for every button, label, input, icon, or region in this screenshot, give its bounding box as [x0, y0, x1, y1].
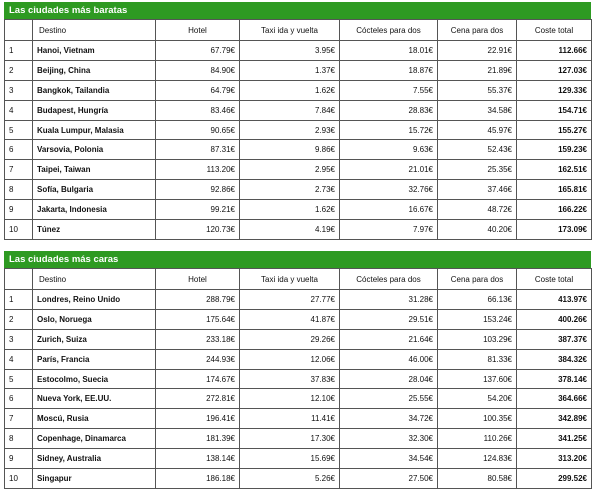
cell-hotel: 84.90€: [156, 60, 240, 80]
cell-dinner: 55.37€: [438, 80, 517, 100]
cell-cocktails: 15.72€: [340, 120, 438, 140]
cell-destination: Zurich, Suiza: [33, 329, 156, 349]
cell-cocktails: 21.64€: [340, 329, 438, 349]
cell-dinner: 54.20€: [438, 389, 517, 409]
cell-rank: 10: [5, 469, 33, 489]
cell-cocktails: 16.67€: [340, 200, 438, 220]
table-row: [5, 140, 592, 160]
cell-taxi: 17.30€: [240, 429, 340, 449]
cell-total: 342.89€: [517, 409, 592, 429]
cell-total: 112.66€: [517, 41, 592, 61]
table-row: [5, 449, 592, 469]
cell-total: 154.71€: [517, 100, 592, 120]
table-row: [5, 429, 592, 449]
cell-cocktails: 32.76€: [340, 180, 438, 200]
cell-rank: 1: [5, 290, 33, 310]
cell-taxi: 29.26€: [240, 329, 340, 349]
cell-total: 341.25€: [517, 429, 592, 449]
table-row: [5, 160, 592, 180]
cell-hotel: 113.20€: [156, 160, 240, 180]
section-title-cheapest: Las ciudades más baratas: [4, 2, 591, 19]
cell-destination: Kuala Lumpur, Malasia: [33, 120, 156, 140]
cell-hotel: 186.18€: [156, 469, 240, 489]
cell-taxi: 11.41€: [240, 409, 340, 429]
cell-destination: Londres, Reino Unido: [33, 290, 156, 310]
cell-destination: Budapest, Hungría: [33, 100, 156, 120]
header-col-rank: [5, 20, 33, 41]
cell-total: 387.37€: [517, 329, 592, 349]
cell-dinner: 21.89€: [438, 60, 517, 80]
cell-taxi: 2.95€: [240, 160, 340, 180]
cell-destination: Beijing, China: [33, 60, 156, 80]
cell-hotel: 67.79€: [156, 41, 240, 61]
cell-rank: 3: [5, 329, 33, 349]
header-col-total: Coste total: [517, 20, 592, 41]
header-col-cocktails: Cócteles para dos: [340, 20, 438, 41]
cell-rank: 2: [5, 309, 33, 329]
cell-taxi: 41.87€: [240, 309, 340, 329]
table-row: [5, 369, 592, 389]
cell-total: 299.52€: [517, 469, 592, 489]
cell-rank: 5: [5, 369, 33, 389]
cell-hotel: 90.65€: [156, 120, 240, 140]
cell-hotel: 175.64€: [156, 309, 240, 329]
table-row: [5, 120, 592, 140]
cell-rank: 6: [5, 389, 33, 409]
cell-hotel: 64.79€: [156, 80, 240, 100]
table-row: [5, 220, 592, 240]
table-row: [5, 290, 592, 310]
cell-dinner: 34.58€: [438, 100, 517, 120]
table-row: [5, 80, 592, 100]
cell-total: 166.22€: [517, 200, 592, 220]
cell-destination: Sofía, Bulgaria: [33, 180, 156, 200]
table-row: [5, 389, 592, 409]
cell-taxi: 1.62€: [240, 80, 340, 100]
table-row: [5, 469, 592, 489]
table-row: [5, 200, 592, 220]
cell-rank: 7: [5, 160, 33, 180]
cell-dinner: 110.26€: [438, 429, 517, 449]
cell-taxi: 27.77€: [240, 290, 340, 310]
cell-total: 378.14€: [517, 369, 592, 389]
cell-total: 127.03€: [517, 60, 592, 80]
cell-dinner: 25.35€: [438, 160, 517, 180]
header-col-destination: Destino: [33, 269, 156, 290]
cheapest-cities-table: [4, 19, 592, 240]
cell-rank: 1: [5, 41, 33, 61]
most-expensive-cities-table: [4, 268, 592, 489]
cell-cocktails: 18.01€: [340, 41, 438, 61]
cell-rank: 10: [5, 220, 33, 240]
header-col-hotel: Hotel: [156, 20, 240, 41]
cell-dinner: 80.58€: [438, 469, 517, 489]
cell-taxi: 2.73€: [240, 180, 340, 200]
header-col-dinner: Cena para dos: [438, 20, 517, 41]
table-header: [5, 20, 592, 41]
cell-rank: 4: [5, 349, 33, 369]
cell-rank: 9: [5, 449, 33, 469]
table-row: [5, 329, 592, 349]
cell-destination: Túnez: [33, 220, 156, 240]
cell-taxi: 9.86€: [240, 140, 340, 160]
cell-destination: Sidney, Australia: [33, 449, 156, 469]
cell-destination: Singapur: [33, 469, 156, 489]
cell-destination: Bangkok, Tailandia: [33, 80, 156, 100]
cell-total: 413.97€: [517, 290, 592, 310]
cell-cocktails: 28.83€: [340, 100, 438, 120]
cell-taxi: 12.06€: [240, 349, 340, 369]
table-row: [5, 60, 592, 80]
cell-rank: 9: [5, 200, 33, 220]
cell-destination: Varsovia, Polonia: [33, 140, 156, 160]
cell-destination: París, Francia: [33, 349, 156, 369]
cell-destination: Oslo, Noruega: [33, 309, 156, 329]
cell-total: 173.09€: [517, 220, 592, 240]
cell-cocktails: 18.87€: [340, 60, 438, 80]
cell-hotel: 138.14€: [156, 449, 240, 469]
cell-dinner: 124.83€: [438, 449, 517, 469]
cell-total: 364.66€: [517, 389, 592, 409]
cell-rank: 2: [5, 60, 33, 80]
cell-dinner: 100.35€: [438, 409, 517, 429]
header-col-taxi: Taxi ida y vuelta: [240, 269, 340, 290]
cell-destination: Taipei, Taiwan: [33, 160, 156, 180]
cell-hotel: 233.18€: [156, 329, 240, 349]
section-title-most-expensive: Las ciudades más caras: [4, 251, 591, 268]
cell-cocktails: 28.04€: [340, 369, 438, 389]
header-col-hotel: Hotel: [156, 269, 240, 290]
table-row: [5, 100, 592, 120]
header-col-cocktails: Cócteles para dos: [340, 269, 438, 290]
cell-destination: Estocolmo, Suecia: [33, 369, 156, 389]
table-body: [5, 290, 592, 489]
cell-cocktails: 34.54€: [340, 449, 438, 469]
table-row: [5, 349, 592, 369]
cell-taxi: 37.83€: [240, 369, 340, 389]
cell-dinner: 153.24€: [438, 309, 517, 329]
cell-rank: 7: [5, 409, 33, 429]
cell-total: 313.20€: [517, 449, 592, 469]
cell-total: 129.33€: [517, 80, 592, 100]
table-header: [5, 269, 592, 290]
cell-destination: Moscú, Rusia: [33, 409, 156, 429]
cell-taxi: 7.84€: [240, 100, 340, 120]
cell-taxi: 2.93€: [240, 120, 340, 140]
table-row: [5, 409, 592, 429]
cell-dinner: 40.20€: [438, 220, 517, 240]
header-col-total: Coste total: [517, 269, 592, 290]
cell-destination: Jakarta, Indonesia: [33, 200, 156, 220]
cell-dinner: 103.29€: [438, 329, 517, 349]
cell-hotel: 181.39€: [156, 429, 240, 449]
table-body: [5, 41, 592, 240]
cell-cocktails: 7.97€: [340, 220, 438, 240]
cell-cocktails: 9.63€: [340, 140, 438, 160]
cell-destination: Copenhage, Dinamarca: [33, 429, 156, 449]
cell-rank: 5: [5, 120, 33, 140]
cell-cocktails: 31.28€: [340, 290, 438, 310]
cell-total: 155.27€: [517, 120, 592, 140]
cell-total: 400.26€: [517, 309, 592, 329]
cell-rank: 3: [5, 80, 33, 100]
table-row: [5, 180, 592, 200]
cell-destination: Hanoi, Vietnam: [33, 41, 156, 61]
header-col-taxi: Taxi ida y vuelta: [240, 20, 340, 41]
cell-taxi: 12.10€: [240, 389, 340, 409]
cell-rank: 8: [5, 180, 33, 200]
cell-cocktails: 34.72€: [340, 409, 438, 429]
header-col-destination: Destino: [33, 20, 156, 41]
header-col-rank: [5, 269, 33, 290]
cell-dinner: 22.91€: [438, 41, 517, 61]
cell-taxi: 5.26€: [240, 469, 340, 489]
cell-cocktails: 21.01€: [340, 160, 438, 180]
cell-dinner: 66.13€: [438, 290, 517, 310]
cell-cocktails: 7.55€: [340, 80, 438, 100]
cell-hotel: 288.79€: [156, 290, 240, 310]
cell-dinner: 45.97€: [438, 120, 517, 140]
cell-dinner: 48.72€: [438, 200, 517, 220]
cell-destination: Nueva York, EE.UU.: [33, 389, 156, 409]
cell-hotel: 83.46€: [156, 100, 240, 120]
cell-dinner: 52.43€: [438, 140, 517, 160]
cell-taxi: 4.19€: [240, 220, 340, 240]
cell-hotel: 174.67€: [156, 369, 240, 389]
cell-total: 165.81€: [517, 180, 592, 200]
table-row: [5, 41, 592, 61]
cell-total: 162.51€: [517, 160, 592, 180]
cell-rank: 4: [5, 100, 33, 120]
cell-rank: 8: [5, 429, 33, 449]
table-row: [5, 309, 592, 329]
cell-hotel: 196.41€: [156, 409, 240, 429]
cell-total: 384.32€: [517, 349, 592, 369]
cell-cocktails: 29.51€: [340, 309, 438, 329]
cell-dinner: 81.33€: [438, 349, 517, 369]
cell-cocktails: 27.50€: [340, 469, 438, 489]
header-col-dinner: Cena para dos: [438, 269, 517, 290]
cell-hotel: 99.21€: [156, 200, 240, 220]
cell-cocktails: 32.30€: [340, 429, 438, 449]
cell-hotel: 244.93€: [156, 349, 240, 369]
cell-rank: 6: [5, 140, 33, 160]
cell-taxi: 1.62€: [240, 200, 340, 220]
cell-dinner: 37.46€: [438, 180, 517, 200]
cell-taxi: 15.69€: [240, 449, 340, 469]
cell-hotel: 272.81€: [156, 389, 240, 409]
cell-cocktails: 46.00€: [340, 349, 438, 369]
cell-cocktails: 25.55€: [340, 389, 438, 409]
cell-total: 159.23€: [517, 140, 592, 160]
cell-taxi: 1.37€: [240, 60, 340, 80]
cell-dinner: 137.60€: [438, 369, 517, 389]
cell-hotel: 92.86€: [156, 180, 240, 200]
cell-hotel: 87.31€: [156, 140, 240, 160]
cell-taxi: 3.95€: [240, 41, 340, 61]
cell-hotel: 120.73€: [156, 220, 240, 240]
